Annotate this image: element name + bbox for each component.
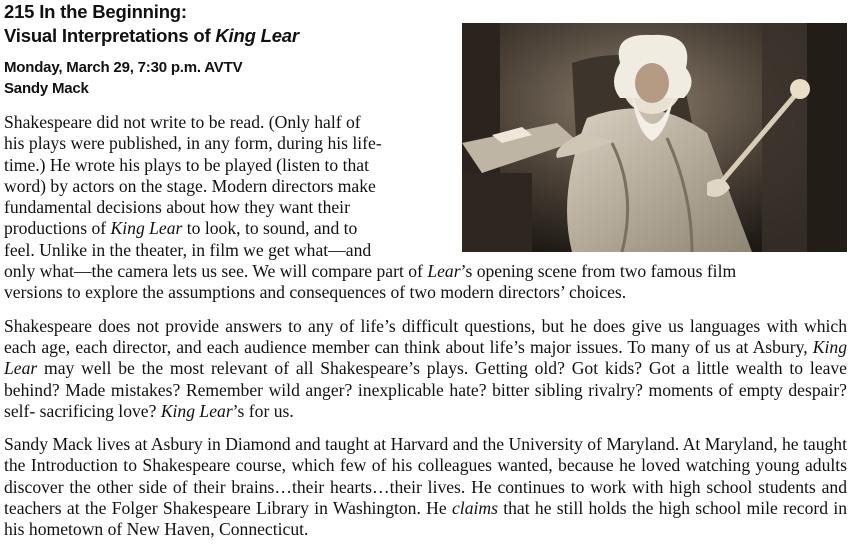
p1-line-8 (4, 261, 847, 282)
p3-text-b: that he still holds the high school mile record in his hometown of New Haven, Connecticut. (4, 498, 847, 540)
presenter-name: Sandy Mack (4, 80, 89, 97)
paragraph-relevance (4, 316, 847, 422)
p1-line-5: fundamental decisions about how they want their (4, 197, 350, 218)
p1-line-9: versions to explore the assumptions and consequences of two modern directors’ choices. (4, 282, 627, 303)
p1-line-2: his plays were published, in any form, during his life- (4, 133, 382, 154)
subtitle-text: Visual Interpretations of (4, 25, 216, 46)
p1-line-8-italic: Lear (427, 261, 461, 282)
p1-line-1: Shakespeare did not write to be read. (Only half of (4, 112, 361, 132)
p1-line-6-italic: King Lear (110, 218, 183, 239)
p2-text-a: Shakespeare does not provide answers to any of life’s difficult questions, but he does give us languages with which each age, each director, and each audience member can think about life’s major issues. To many of us at Asbury, (4, 315, 847, 357)
p1-line-8b: ’s opening scene from two famous film (460, 261, 737, 282)
p1-line-7: feel. Unlike in the theater, in film we get what—and (4, 239, 372, 260)
p1-line-6a: productions of (4, 218, 111, 239)
p2-italic-2: King Lear (160, 400, 233, 421)
p1-line-4: word) by actors on the stage. Modern directors make (4, 175, 376, 196)
event-datetime: Monday, March 29, 7:30 p.m. AVTV (4, 59, 243, 76)
p1-line-6b: to look, to sound, and to (182, 218, 358, 239)
king-lear-illustration (462, 23, 847, 252)
p1-line-8a: only what—the camera lets us see. We will compare part of (4, 261, 428, 282)
p2-text-c: ’s for us. (232, 400, 294, 421)
p3-italic: claims (452, 498, 498, 519)
p1-line-3: time.) He wrote his plays to be played (listen to that (4, 154, 369, 175)
p2-text-b: may well be the most relevant of all Shakespeare’s plays. Getting old? Got kids? Got a little wealth to leave behind? Made mistakes? Remember wild anger? inexplicable hate? bitter sibling rivalry? moments of empty despair? self- sacrificing love? (4, 358, 847, 421)
paragraph-bio (4, 434, 847, 540)
subtitle-italic: King Lear (215, 25, 299, 46)
p2-italic-1: King Lear (4, 336, 847, 379)
p3-text-a: Sandy Mack lives at Asbury in Diamond and taught at Harvard and the University of Maryland. At Maryland, he taught the Introduction to Shakespeare course, which few of his colleagues wanted, because he loved watching young adults discover the other side of their brains…their hearts…their lives. He continues to work with high school students and teachers at the Folger Shakespeare Library in Washington. He (4, 434, 847, 519)
king-lear-engraving (462, 23, 847, 252)
course-number-title: 215 In the Beginning: (4, 1, 187, 22)
p1-line-6 (4, 218, 424, 239)
